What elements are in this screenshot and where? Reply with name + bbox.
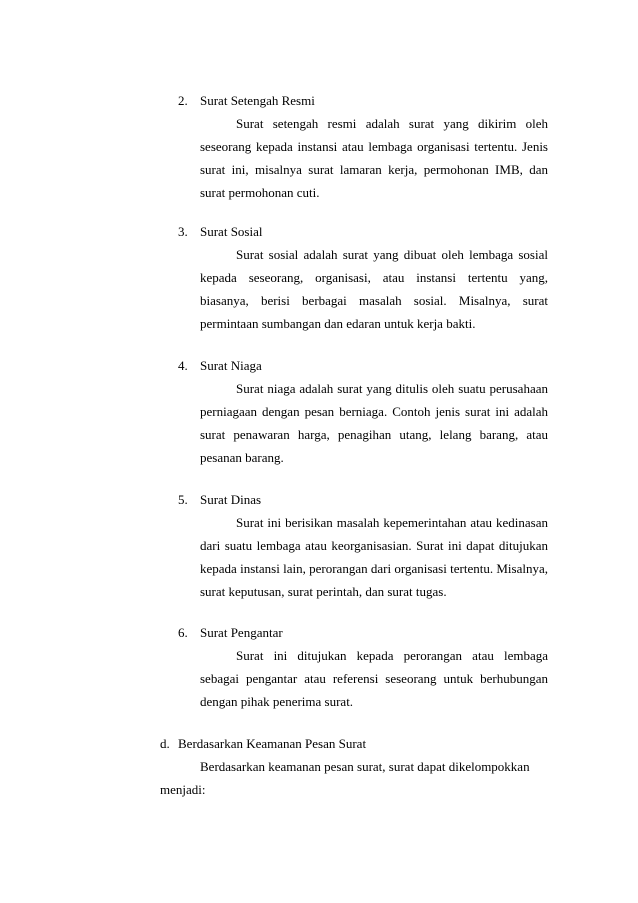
paragraph-line: pihak penerima surat. xyxy=(240,694,354,709)
list-item-number: 6. xyxy=(178,625,188,640)
list-item-paragraph xyxy=(200,644,548,713)
paragraph-line: surat penawaran harga, penagihan utang, lelang barang, atau xyxy=(200,427,548,442)
paragraph-line: kepada seseorang, organisasi, atau instansi tertentu yang, biasanya, xyxy=(200,270,548,308)
list-item-number: 4. xyxy=(178,358,188,373)
list-item xyxy=(178,90,548,204)
list-item-paragraph xyxy=(200,112,548,204)
paragraph-line: Surat ini berisikan masalah kepemerintahan atau kedinasan xyxy=(236,515,548,530)
list-item-title: Surat Dinas xyxy=(200,492,262,507)
list-item xyxy=(178,622,548,713)
paragraph-line: sumbangan dan edaran untuk kerja bakti. xyxy=(261,316,476,331)
paragraph-line: kepada instansi lain, perorangan dari organisasi tertentu. Misalnya, xyxy=(200,561,548,576)
paragraph-line: Surat setengah resmi adalah surat yang dikirim oleh xyxy=(236,116,548,131)
list-item-heading xyxy=(178,221,548,243)
section-heading xyxy=(160,733,548,755)
list-item-title: Surat Pengantar xyxy=(200,625,283,640)
list-item-title: Surat Sosial xyxy=(200,224,263,239)
list-item-title: Surat Niaga xyxy=(200,358,262,373)
list-item-paragraph xyxy=(200,377,548,469)
list-item-heading xyxy=(178,355,548,377)
paragraph-line: pengantar atau referensi seseorang untuk berhubungan dengan xyxy=(200,671,548,709)
paragraph-line: pesanan barang. xyxy=(200,450,284,465)
list-item-paragraph xyxy=(200,511,548,603)
paragraph-line: Surat niaga adalah surat yang ditulis oleh suatu perusahaan xyxy=(236,381,548,396)
paragraph-line: surat ini, misalnya surat lamaran kerja, permohonan IMB, dan surat xyxy=(200,162,548,200)
paragraph-line: berisi berbagai masalah sosial. Misalnya, surat permintaan xyxy=(200,293,548,331)
paragraph-line: Berdasarkan keamanan pesan surat, surat dapat dikelompokkan xyxy=(200,759,530,774)
list-item xyxy=(178,221,548,335)
paragraph-line: perniagaan dengan pesan berniaga. Contoh jenis surat ini adalah xyxy=(200,404,548,419)
list-item-heading xyxy=(178,622,548,644)
paragraph-line: menjadi: xyxy=(160,782,206,797)
list-item xyxy=(178,489,548,603)
paragraph-line: Surat sosial adalah surat yang dibuat oleh lembaga sosial xyxy=(236,247,548,262)
list-item-heading xyxy=(178,90,548,112)
paragraph-line: dari suatu lembaga atau keorganisasian. Surat ini dapat ditujukan xyxy=(200,538,548,553)
list-item-title: Surat Setengah Resmi xyxy=(200,93,315,108)
list-item xyxy=(178,355,548,469)
list-item-number: 3. xyxy=(178,224,188,239)
paragraph-line: permohonan cuti. xyxy=(228,185,320,200)
list-item-number: 5. xyxy=(178,492,188,507)
section-d xyxy=(160,733,548,801)
list-item-paragraph xyxy=(200,243,548,335)
list-item-number: 2. xyxy=(178,93,188,108)
paragraph-line: Surat ini ditujukan kepada perorangan atau lembaga sebagai xyxy=(200,648,548,686)
paragraph-line: seseorang kepada instansi atau lembaga organisasi tertentu. Jenis xyxy=(200,139,548,154)
section-paragraph xyxy=(160,755,548,801)
section-letter: d. xyxy=(160,736,170,751)
section-title: Berdasarkan Keamanan Pesan Surat xyxy=(178,736,367,751)
list-item-heading xyxy=(178,489,548,511)
paragraph-line: surat keputusan, surat perintah, dan surat tugas. xyxy=(200,584,447,599)
